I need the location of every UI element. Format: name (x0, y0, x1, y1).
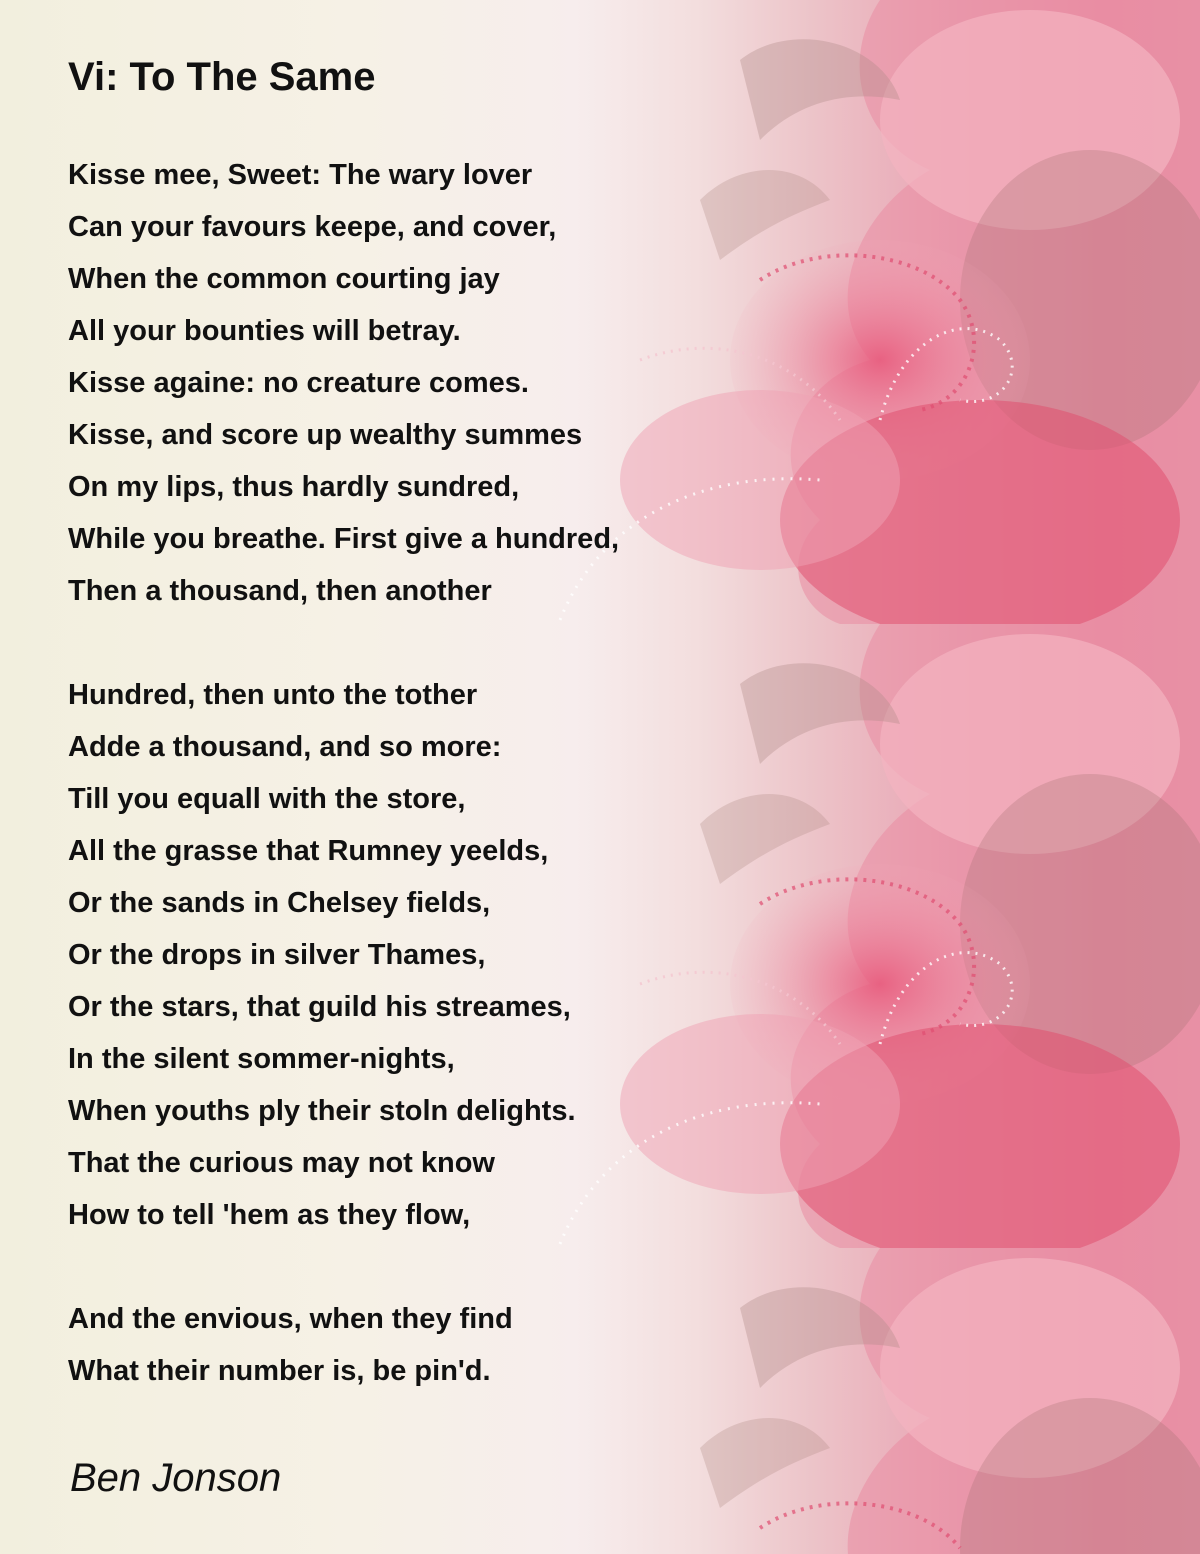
poem-line: While you breathe. First give a hundred, (68, 523, 620, 555)
poem-line: Can your favours keepe, and cover, (68, 211, 557, 243)
poem-line: That the curious may not know (68, 1147, 495, 1179)
stanza-3 (68, 1293, 513, 1397)
poem-line: Kisse, and score up wealthy summes (68, 419, 583, 451)
poem-line: Kisse mee, Sweet: The wary lover (68, 159, 533, 191)
poem-line: Or the drops in silver Thames, (68, 939, 486, 971)
poem-line: Kisse againe: no creature comes. (68, 367, 529, 399)
poem-author: Ben Jonson (70, 1456, 282, 1500)
poem-line: All your bounties will betray. (68, 315, 461, 347)
poem-line: Or the stars, that guild his streames, (68, 991, 571, 1023)
poem-line: Then a thousand, then another (68, 575, 492, 607)
poem-line: When the common courting jay (68, 263, 500, 295)
stanza-2 (68, 669, 576, 1241)
poem-line: Or the sands in Chelsey fields, (68, 887, 491, 919)
stanza-1 (68, 149, 619, 617)
poem-line: What their number is, be pin'd. (68, 1355, 491, 1387)
poem-line: All the grasse that Rumney yeelds, (68, 835, 549, 867)
poem-line: Till you equall with the store, (68, 783, 466, 815)
poem-line: Adde a thousand, and so more: (68, 731, 502, 763)
poem-line: In the silent sommer-nights, (68, 1043, 455, 1075)
poem-line: On my lips, thus hardly sundred, (68, 471, 520, 503)
poem-title: Vi: To The Same (68, 55, 376, 99)
poem-line: When youths ply their stoln delights. (68, 1095, 576, 1127)
poem-line: How to tell 'hem as they flow, (68, 1199, 471, 1231)
poem-line: And the envious, when they find (68, 1303, 513, 1335)
poem-line: Hundred, then unto the tother (68, 679, 478, 711)
